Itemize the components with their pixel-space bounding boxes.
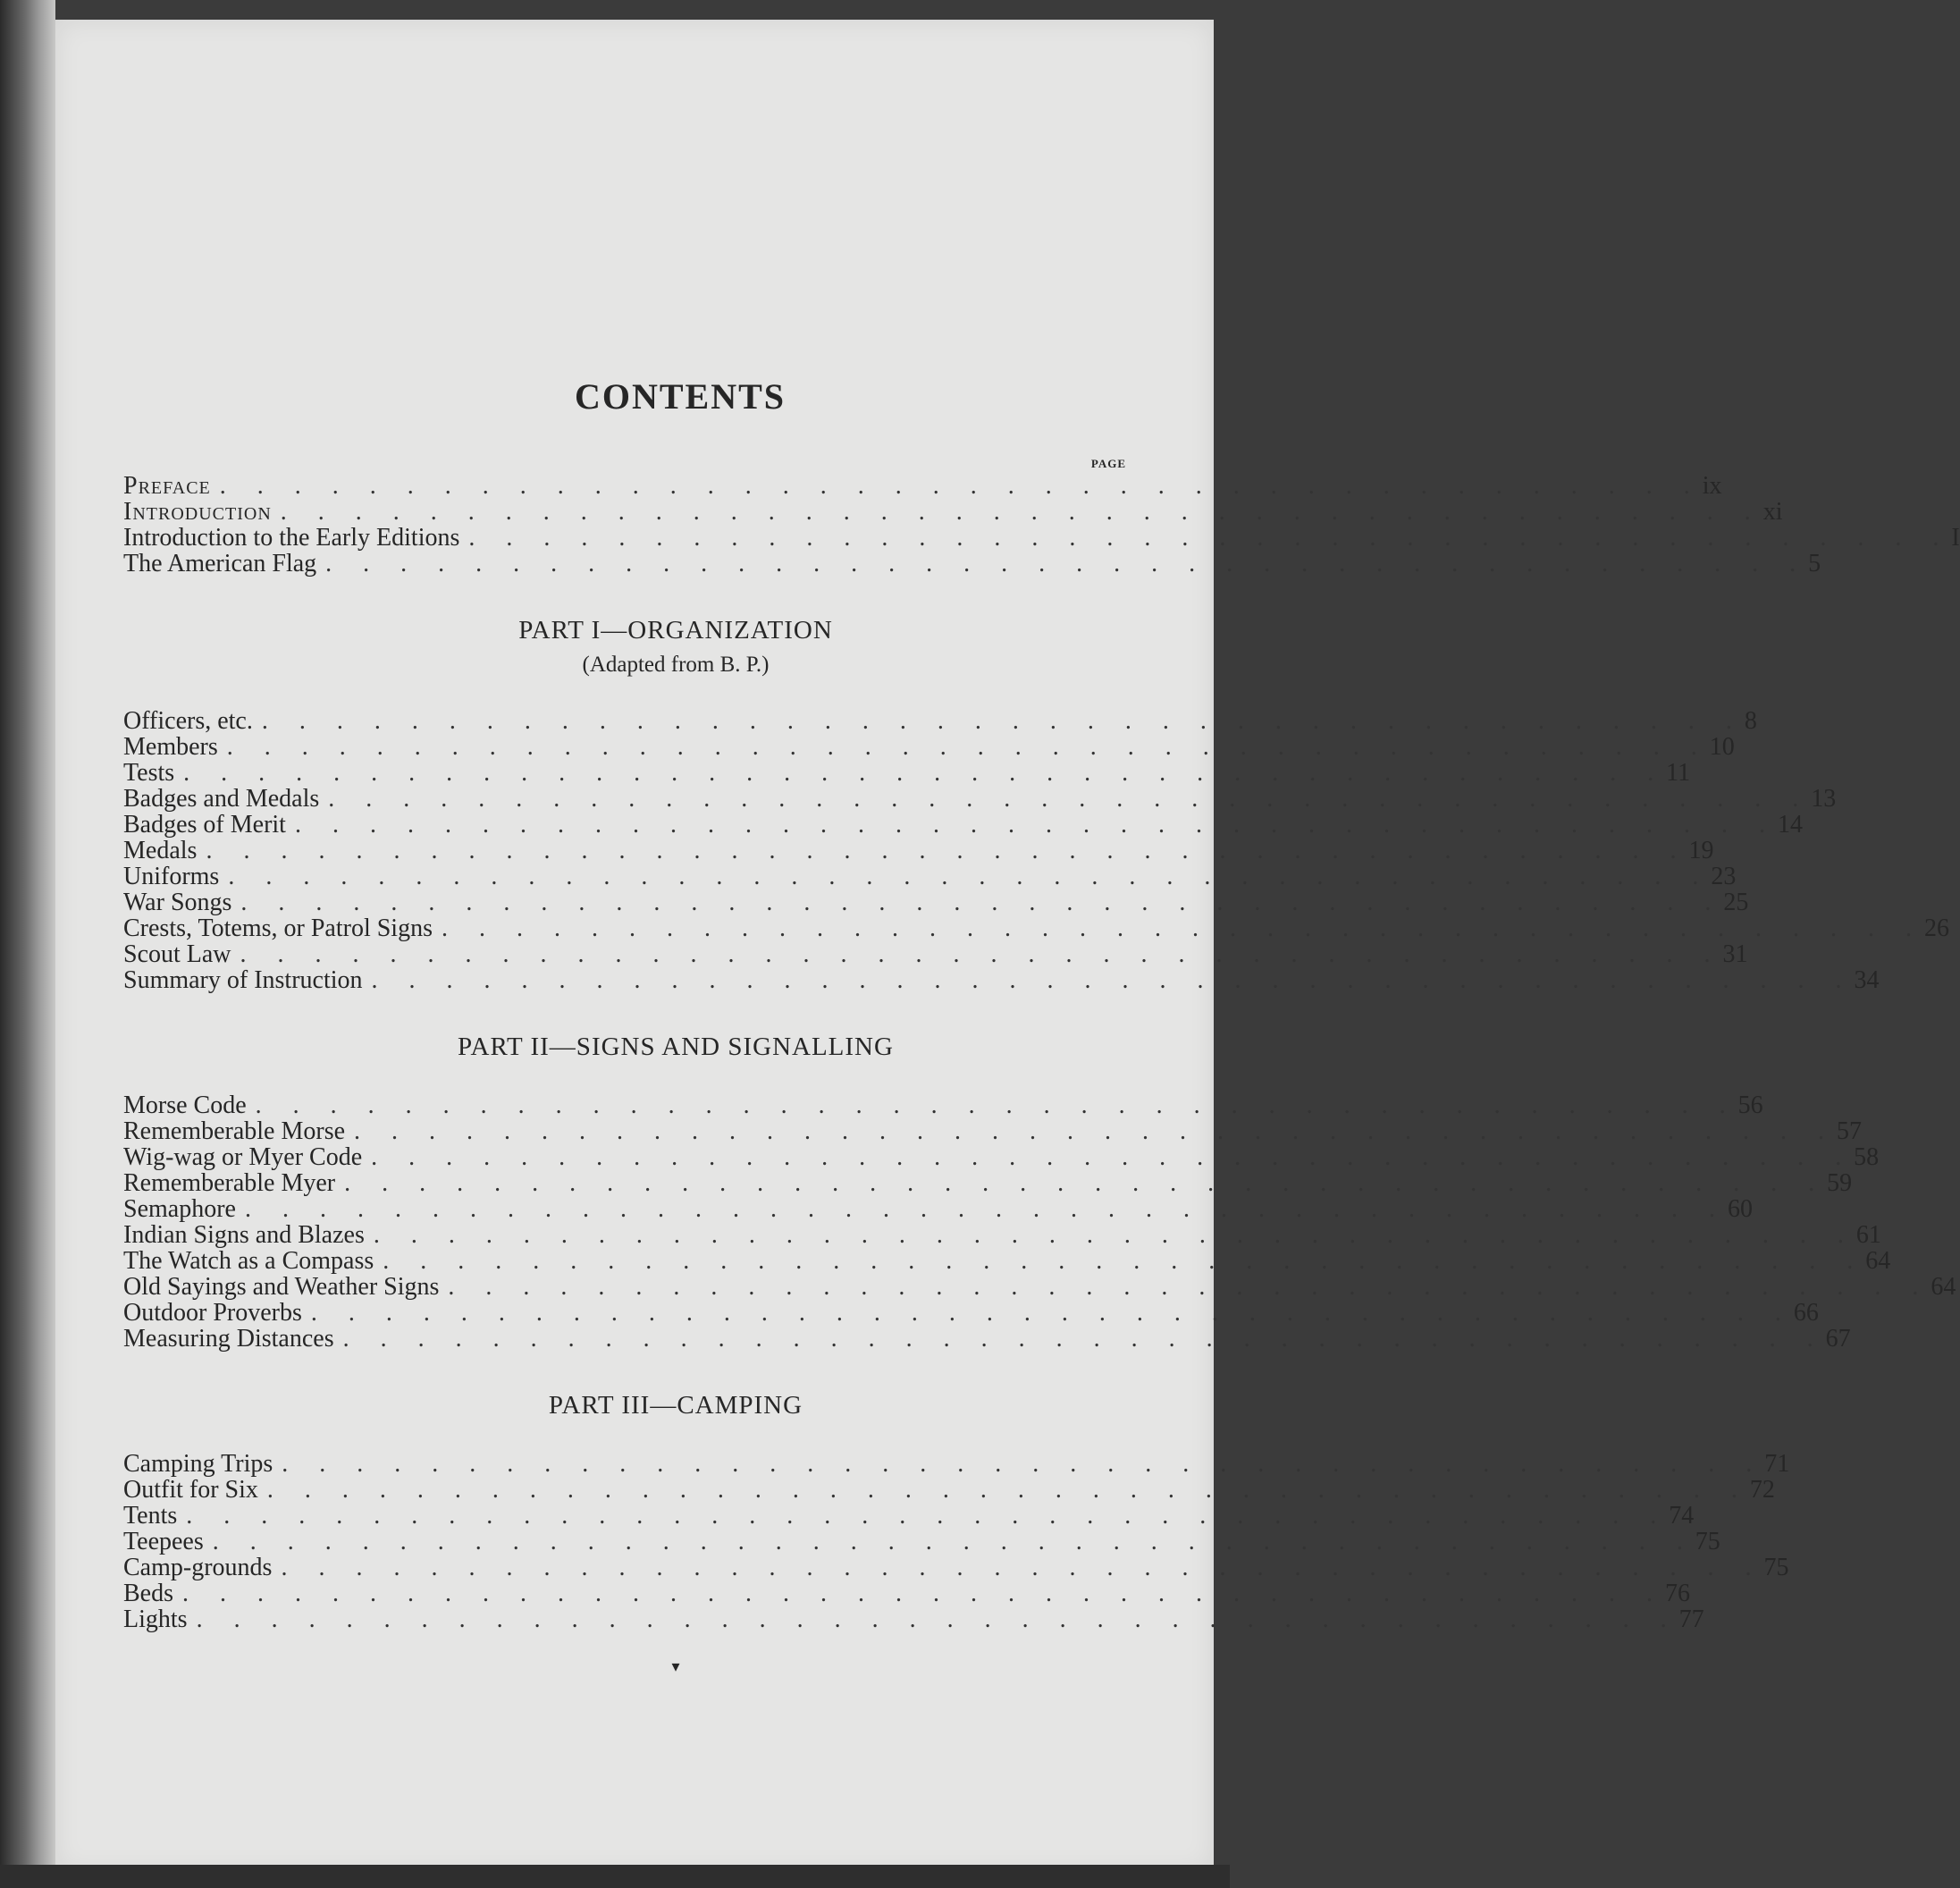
entry-title: Crests, Totems, or Patrol Signs [123,914,433,942]
entry-title: Introduction to the Early Editions [123,524,460,552]
entry-page-number: xi [1762,498,1783,526]
bottom-edge [0,1865,1230,1888]
toc-entry [123,1092,1763,1119]
entry-title: Rememberable Morse [123,1117,346,1145]
toc-entry [123,1502,1695,1530]
dot-leader: . . . . . . . . . . . . . . . . . . . . . . . . . . . . . . . . . . . . . . . . [228,863,1712,890]
dot-leader: . . . . . . . . . . . . . . . . . . . . . . . . . . . . . . . . . . . . . . . . [280,498,1763,526]
dot-leader: . . . . . . . . . . . . . . . . . . . . . . . . . . . . . . . . . . . . . . . . [240,940,1723,968]
entry-title: Wig-wag or Myer Code [123,1143,363,1171]
entry-page-number: 61 [1855,1221,1881,1249]
toc-entry [123,1195,1753,1223]
entry-page-number: 13 [1811,785,1837,813]
toc-entry [123,1476,1775,1504]
toc-entry [123,1247,1891,1275]
entry-page-number: 74 [1669,1502,1695,1530]
entry-title: Indian Signs and Blazes [123,1221,365,1249]
toc-entry [123,550,1821,577]
dot-leader: . . . . . . . . . . . . . . . . . . . . . . . . . . . . . . . . . . . . . . . . [282,1450,1765,1478]
entry-page-number: 14 [1777,811,1803,839]
toc-entry [123,1606,1704,1633]
entry-page-number: 23 [1711,863,1737,890]
toc-entry [123,472,1722,500]
table-of-contents [123,375,1960,1676]
part-subheading: (Adapted from B. P.) [582,653,770,677]
dot-leader: . . . . . . . . . . . . . . . . . . . . . . . . . . . . . . . . . . . . . . . . [212,1528,1695,1555]
entry-title: Teepees [123,1528,204,1555]
dot-leader: . . . . . . . . . . . . . . . . . . . . . . . . . . . . . . . . . . . . . . . . [342,1325,1826,1353]
entry-page-number: 64 [1865,1247,1891,1275]
toc-entry [123,914,1949,942]
toc-entry [123,811,1803,839]
entry-page-number: 5 [1808,550,1821,577]
entry-title: Scout Law [123,940,231,968]
entry-title: Semaphore [123,1195,236,1223]
part-section [123,1391,1790,1633]
dot-leader: . . . . . . . . . . . . . . . . . . . . . . . . . . . . . . . . . . . . . . . . [183,759,1667,787]
toc-entry [123,785,1837,813]
entry-title: Badges of Merit [123,811,286,839]
entry-page-number: 75 [1695,1528,1720,1555]
entry-page-number: 76 [1665,1580,1690,1607]
entry-title: Measuring Distances [123,1325,334,1353]
toc-entry [123,889,1749,916]
entry-title: Old Sayings and Weather Signs [123,1273,440,1301]
dot-leader: . . . . . . . . . . . . . . . . . . . . . . . . . . . . . . . . . . . . . . . . [371,1143,1855,1171]
part-heading: PART II—SIGNS AND SIGNALLING [458,1032,894,1061]
entry-page-number: 34 [1854,966,1880,994]
toc-entry [123,966,1880,994]
dot-leader: . . . . . . . . . . . . . . . . . . . . . . . . . . . . . . . . . . . . . . . . [219,472,1703,500]
entry-page-number: 10 [1709,733,1735,761]
entry-title: The Watch as a Compass [123,1247,374,1275]
front-matter-list [123,472,1960,577]
parts-container [123,616,1956,1633]
dot-leader: . . . . . . . . . . . . . . . . . . . . . . . . . . . . . . . . . . . . . . . . [354,1117,1838,1145]
part-heading: PART III—CAMPING [548,1391,803,1420]
toc-entry [123,759,1691,787]
dot-leader: . . . . . . . . . . . . . . . . . . . . . . . . . . . . . . . . . . . . . . . . [328,785,1812,813]
entry-page-number: 26 [1923,914,1949,942]
entry-page-number: 59 [1827,1169,1853,1197]
entry-page-number: 75 [1763,1554,1789,1581]
entry-page-number: 64 [1931,1273,1956,1301]
dot-leader: . . . . . . . . . . . . . . . . . . . . . . . . . . . . . . . . . . . . . . . . [240,889,1724,916]
entry-page-number: 72 [1749,1476,1775,1504]
entry-title: Members [123,733,218,761]
dot-leader: . . . . . . . . . . . . . . . . . . . . . . . . . . . . . . . . . . . . . . . . [448,1273,1931,1301]
dot-leader: . . . . . . . . . . . . . . . . . . . . . . . . . . . . . . . . . . . . . . . . [255,1092,1738,1119]
dot-leader: . . . . . . . . . . . . . . . . . . . . . . . . . . . . . . . . . . . . . . . . [344,1169,1828,1197]
toc-entry [123,498,1783,526]
entry-page-number: 25 [1723,889,1749,916]
toc-entry [123,1169,1853,1197]
entry-title: Camping Trips [123,1450,273,1478]
dot-leader: . . . . . . . . . . . . . . . . . . . . . . . . . . . . . . . . . . . . . . . . [244,1195,1728,1223]
entry-title: Rememberable Myer [123,1169,336,1197]
toc-entry [123,1117,1863,1145]
continuation-mark: ▾ [671,1657,680,1675]
entry-title: The American Flag [123,550,317,577]
page-title: CONTENTS [574,376,787,417]
entry-title: Summary of Instruction [123,966,363,994]
toc-entry [123,524,1960,552]
dot-leader: . . . . . . . . . . . . . . . . . . . . . . . . . . . . . . . . . . . . . . . . [206,837,1689,864]
toc-entry [123,863,1737,890]
toc-entry [123,1325,1851,1353]
entry-page-number: 66 [1793,1299,1819,1327]
dot-leader: . . . . . . . . . . . . . . . . . . . . . . . . . . . . . . . . . . . . . . . . [196,1606,1679,1633]
dot-leader: . . . . . . . . . . . . . . . . . . . . . . . . . . . . . . . . . . . . . . . . [371,966,1855,994]
page-column-label: PAGE [1090,457,1126,470]
entry-page-number: 57 [1837,1117,1863,1145]
dot-leader: . . . . . . . . . . . . . . . . . . . . . . . . . . . . . . . . . . . . . . . . [186,1502,1670,1530]
dot-leader: . . . . . . . . . . . . . . . . . . . . . . . . . . . . . . . . . . . . . . . . [383,1247,1866,1275]
entry-page-number: 77 [1678,1606,1704,1633]
toc-entry [123,1580,1690,1607]
toc-entry [123,707,1757,735]
toc-entry [123,1273,1956,1301]
part-section [123,1032,1956,1353]
toc-entry [123,837,1714,864]
toc-entry [123,940,1748,968]
toc-entry [123,1528,1720,1555]
dot-leader: . . . . . . . . . . . . . . . . . . . . . . . . . . . . . . . . . . . . . . . . [226,733,1710,761]
entry-title: Tests [123,759,175,787]
entry-title: Introduction [123,498,272,526]
entry-title: Officers, etc. [123,707,253,735]
dot-leader: . . . . . . . . . . . . . . . . . . . . . . . . . . . . . . . . . . . . . . . . [261,707,1745,735]
dot-leader: . . . . . . . . . . . . . . . . . . . . . . . . . . . . . . . . . . . . . . . . [182,1580,1665,1607]
entry-title: Camp-grounds [123,1554,273,1581]
part-heading: PART I—ORGANIZATION [518,616,833,645]
entry-title: Uniforms [123,863,220,890]
dot-leader: . . . . . . . . . . . . . . . . . . . . . . . . . . . . . . . . . . . . . . . . [266,1476,1750,1504]
entry-title: Outfit for Six [123,1476,258,1504]
entry-page-number: 67 [1825,1325,1851,1353]
part-section [123,616,1949,994]
toc-entry [123,1450,1790,1478]
entry-title: Beds [123,1580,173,1607]
dot-leader: . . . . . . . . . . . . . . . . . . . . . . . . . . . . . . . . . . . . . . . . [441,914,1924,942]
entry-page-number: 60 [1727,1195,1753,1223]
entry-page-number: ix [1702,472,1722,500]
toc-entry [123,1221,1881,1249]
entry-title: Morse Code [123,1092,247,1119]
entry-title: Lights [123,1606,188,1633]
entry-title: Preface [123,472,211,500]
toc-entry [123,1554,1789,1581]
dot-leader: . . . . . . . . . . . . . . . . . . . . . . . . . . . . . . . . . . . . . . . . [468,524,1952,552]
entry-title: Medals [123,837,198,864]
dot-leader: . . . . . . . . . . . . . . . . . . . . . . . . . . . . . . . . . . . . . . . . [373,1221,1856,1249]
entry-page-number: 71 [1764,1450,1790,1478]
entry-page-number: 31 [1722,940,1748,968]
entry-page-number: 11 [1666,759,1691,787]
entry-page-number: 19 [1688,837,1714,864]
toc-entry [123,733,1735,761]
dot-leader: . . . . . . . . . . . . . . . . . . . . . . . . . . . . . . . . . . . . . . . . [281,1554,1764,1581]
entry-title: Outdoor Proverbs [123,1299,302,1327]
dot-leader: . . . . . . . . . . . . . . . . . . . . . . . . . . . . . . . . . . . . . . . . [325,550,1809,577]
entry-title: Tents [123,1502,178,1530]
dot-leader: . . . . . . . . . . . . . . . . . . . . . . . . . . . . . . . . . . . . . . . . [294,811,1778,839]
toc-entry [123,1143,1880,1171]
entry-title: Badges and Medals [123,785,320,813]
book-gutter [0,0,55,1888]
entry-page-number: 58 [1854,1143,1880,1171]
entry-page-number: I [1951,524,1960,552]
entry-title: War Songs [123,889,232,916]
entry-page-number: 56 [1737,1092,1763,1119]
entry-page-number: 8 [1744,707,1757,735]
dot-leader: . . . . . . . . . . . . . . . . . . . . . . . . . . . . . . . . . . . . . . . . [310,1299,1794,1327]
toc-entry [123,1299,1819,1327]
